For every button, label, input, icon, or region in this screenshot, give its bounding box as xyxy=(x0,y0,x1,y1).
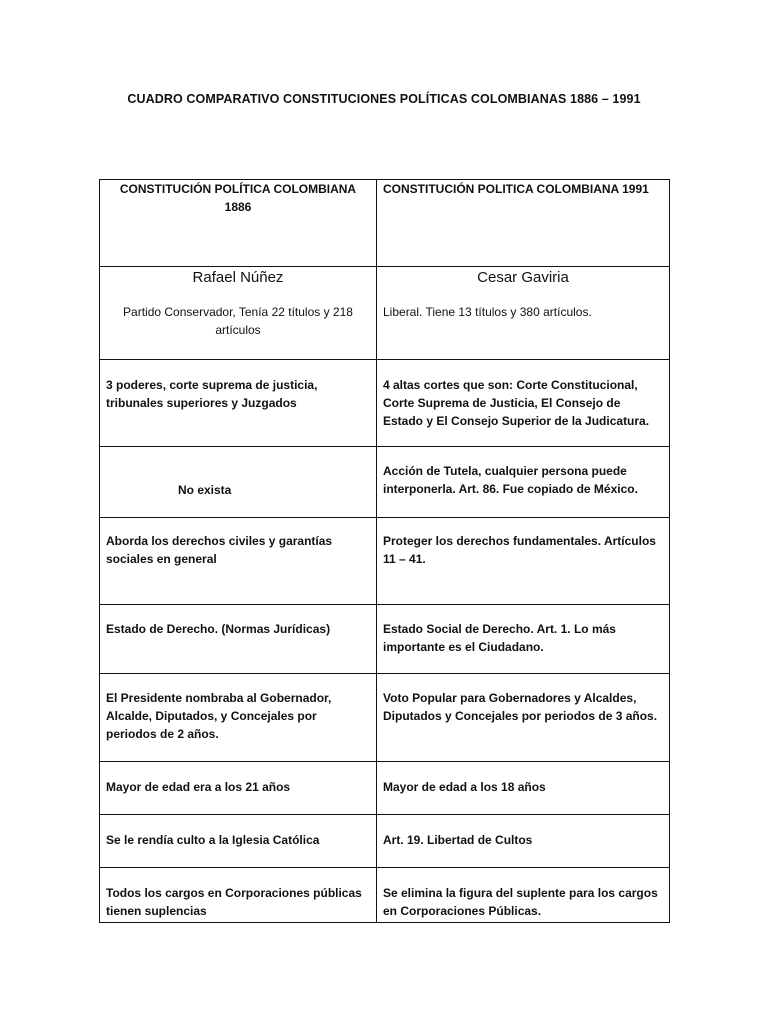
cell-1886: Estado de Derecho. (Normas Jurídicas) xyxy=(100,605,377,674)
cell-text: Partido Conservador, Tenía 22 títulos y 218 artículos xyxy=(123,305,353,337)
table-row xyxy=(100,868,670,923)
table-header-row xyxy=(100,180,670,267)
cell-1991: Art. 19. Libertad de Cultos xyxy=(377,815,670,868)
cell-1991: 4 altas cortes que son: Corte Constitucional, Corte Suprema de Justicia, El Consejo de Estado y El Consejo Superior de la Judicatura. xyxy=(377,360,670,447)
cell-1991: Proteger los derechos fundamentales. Artículos 11 – 41. xyxy=(377,518,670,605)
table-row xyxy=(100,815,670,868)
header-1886: CONSTITUCIÓN POLÍTICA COLOMBIANA 1886 xyxy=(100,180,377,267)
cell-1886: Se le rendía culto a la Iglesia Católica xyxy=(100,815,377,868)
table-row xyxy=(100,605,670,674)
table-row xyxy=(100,674,670,762)
cell-1886 xyxy=(100,267,377,360)
president-1991: Cesar Gaviria xyxy=(477,269,569,286)
cell-1886: Aborda los derechos civiles y garantías sociales en general xyxy=(100,518,377,605)
cell-text: Liberal. Tiene 13 títulos y 380 artículos. xyxy=(383,305,592,319)
table-row xyxy=(100,360,670,447)
page-title: CUADRO COMPARATIVO CONSTITUCIONES POLÍTICAS COLOMBIANAS 1886 – 1991 xyxy=(127,92,641,106)
header-1991: CONSTITUCIÓN POLITICA COLOMBIANA 1991 xyxy=(377,180,670,267)
cell-1991: Estado Social de Derecho. Art. 1. Lo más importante es el Ciudadano. xyxy=(377,605,670,674)
cell-1886: Mayor de edad era a los 21 años xyxy=(100,762,377,815)
president-1886: Rafael Núñez xyxy=(192,269,284,286)
cell-1886: No exista xyxy=(100,447,377,518)
cell-1991: Se elimina la figura del suplente para los cargos en Corporaciones Públicas. xyxy=(377,868,670,923)
table-row xyxy=(100,447,670,518)
cell-1886: Todos los cargos en Corporaciones públicas tienen suplencias xyxy=(100,868,377,923)
cell-1991: Acción de Tutela, cualquier persona puede interponerla. Art. 86. Fue copiado de México. xyxy=(377,447,670,518)
cell-1991: Mayor de edad a los 18 años xyxy=(377,762,670,815)
cell-1991 xyxy=(377,267,670,360)
cell-1991: Voto Popular para Gobernadores y Alcaldes, Diputados y Concejales por periodos de 3 años. xyxy=(377,674,670,762)
comparison-table xyxy=(99,179,670,923)
table-row xyxy=(100,518,670,605)
table-row xyxy=(100,267,670,360)
cell-1886: El Presidente nombraba al Gobernador, Alcalde, Diputados, y Concejales por periodos de 2 años. xyxy=(100,674,377,762)
table-row xyxy=(100,762,670,815)
cell-1886: 3 poderes, corte suprema de justicia, tribunales superiores y Juzgados xyxy=(100,360,377,447)
